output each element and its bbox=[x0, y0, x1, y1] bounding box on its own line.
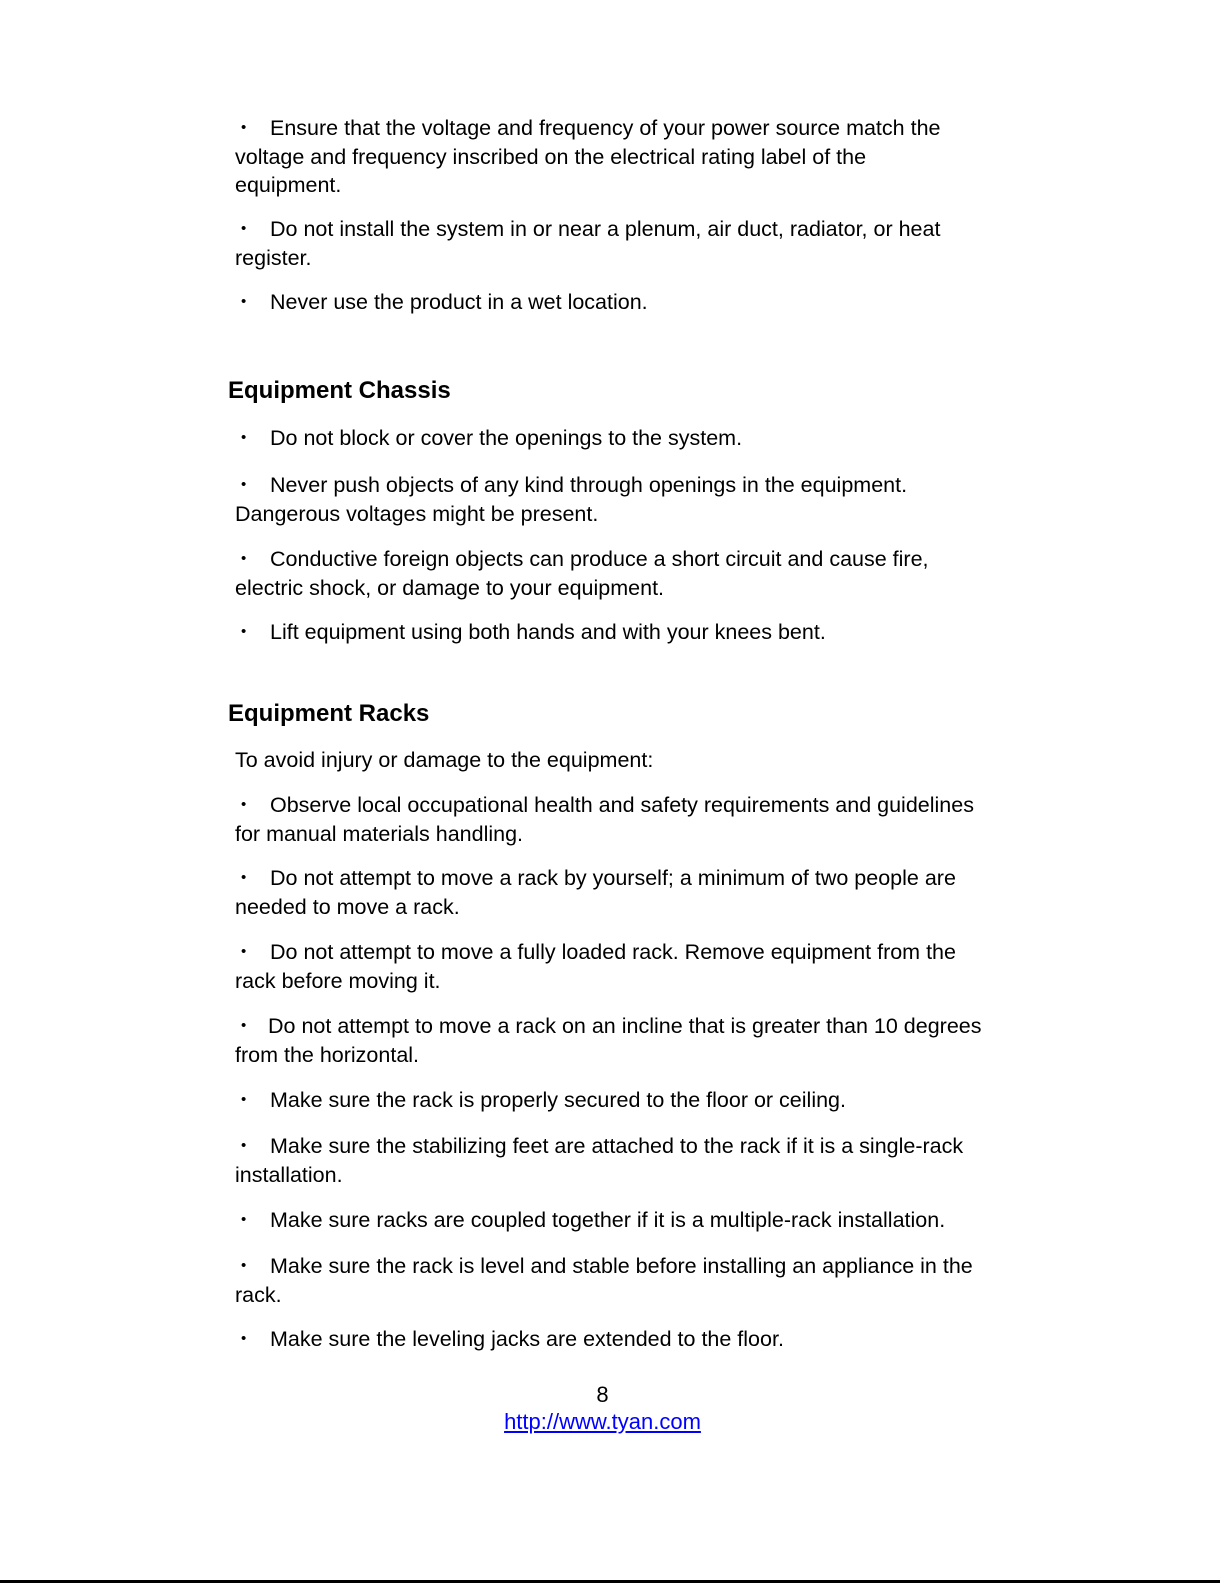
bullet-item bbox=[235, 215, 940, 272]
line-text: Do not attempt to move a rack on an incline that is greater than 10 degrees bbox=[268, 1014, 982, 1038]
footer-link-wrap bbox=[0, 1409, 1205, 1435]
bullet-icon: • bbox=[241, 1330, 247, 1347]
text-line: rack before moving it. bbox=[235, 968, 441, 993]
text-line: equipment. bbox=[235, 173, 342, 197]
text-line bbox=[235, 864, 956, 893]
line-text: Make sure racks are coupled together if it is a multiple-rack installation. bbox=[270, 1208, 946, 1232]
bullet-icon: • bbox=[241, 943, 247, 960]
text-line: installation. bbox=[235, 1162, 343, 1187]
text-line bbox=[235, 1325, 784, 1354]
text-line: rack. bbox=[235, 1282, 282, 1307]
bullet-icon: • bbox=[241, 550, 247, 567]
line-text: Make sure the rack is properly secured to the floor or ceiling. bbox=[270, 1088, 846, 1112]
bullet-icon: • bbox=[241, 429, 247, 446]
line-text: Never use the product in a wet location. bbox=[270, 290, 648, 314]
text-line bbox=[235, 791, 974, 820]
text-line bbox=[235, 1206, 945, 1235]
page-number: 8 bbox=[596, 1382, 609, 1407]
text-line bbox=[235, 938, 956, 967]
bullet-icon: • bbox=[241, 1211, 247, 1228]
bullet-item bbox=[235, 791, 974, 848]
line-text: Do not attempt to move a fully loaded rack. Remove equipment from the bbox=[270, 940, 956, 964]
text-line bbox=[235, 424, 742, 453]
text-line bbox=[235, 215, 940, 244]
bullet-item bbox=[235, 1132, 963, 1189]
line-text: Do not block or cover the openings to the system. bbox=[270, 426, 743, 450]
text-line bbox=[235, 545, 929, 574]
bullet-item bbox=[235, 471, 907, 528]
bullet-icon: • bbox=[241, 796, 247, 813]
text-line: for manual materials handling. bbox=[235, 821, 524, 846]
bullet-item bbox=[235, 288, 648, 317]
bullet-icon: • bbox=[241, 293, 247, 310]
text-line: Dangerous voltages might be present. bbox=[235, 501, 599, 526]
paragraph bbox=[235, 746, 653, 775]
bullet-item bbox=[235, 1012, 982, 1069]
bullet-item bbox=[235, 545, 929, 602]
bullet-item bbox=[235, 1252, 973, 1309]
bullet-icon: • bbox=[241, 119, 247, 136]
bullet-icon: • bbox=[241, 1137, 247, 1154]
bullet-icon: • bbox=[241, 220, 247, 237]
bullet-item bbox=[235, 938, 956, 995]
line-text: Make sure the rack is level and stable before installing an appliance in the bbox=[270, 1254, 973, 1278]
text-line bbox=[235, 1012, 982, 1041]
bullet-item bbox=[235, 1086, 846, 1115]
text-line: To avoid injury or damage to the equipment: bbox=[235, 748, 654, 772]
bullet-item bbox=[235, 114, 940, 200]
line-text: Ensure that the voltage and frequency of your power source match the bbox=[270, 116, 941, 140]
text-line: needed to move a rack. bbox=[235, 894, 460, 919]
text-line bbox=[235, 114, 940, 143]
bullet-icon: • bbox=[241, 1257, 247, 1274]
line-text: Make sure the leveling jacks are extended to the floor. bbox=[270, 1327, 784, 1351]
line-text: Lift equipment using both hands and with your knees bent. bbox=[270, 620, 826, 644]
section-heading: Equipment Chassis bbox=[228, 377, 451, 404]
text-line bbox=[235, 1086, 846, 1115]
line-text: Do not install the system in or near a plenum, air duct, radiator, or heat bbox=[270, 217, 941, 241]
text-line: voltage and frequency inscribed on the electrical rating label of the bbox=[235, 144, 867, 169]
line-text: Never push objects of any kind through openings in the equipment. bbox=[270, 473, 908, 497]
text-line bbox=[235, 1252, 973, 1281]
line-text: Conductive foreign objects can produce a short circuit and cause fire, bbox=[270, 547, 929, 571]
bullet-icon: • bbox=[241, 1017, 247, 1034]
text-line bbox=[235, 288, 648, 317]
text-line: register. bbox=[235, 245, 312, 270]
section-heading: Equipment Racks bbox=[228, 700, 430, 727]
bullet-item bbox=[235, 864, 956, 921]
line-text: Do not attempt to move a rack by yourself; a minimum of two people are bbox=[270, 866, 956, 890]
line-text: Make sure the stabilizing feet are attached to the rack if it is a single-rack bbox=[270, 1134, 964, 1158]
bullet-item bbox=[235, 1206, 945, 1235]
website-link[interactable]: http://www.tyan.com bbox=[504, 1409, 701, 1434]
bullet-item bbox=[235, 424, 742, 453]
bullet-item bbox=[235, 1325, 784, 1354]
bullet-item bbox=[235, 618, 826, 647]
bullet-icon: • bbox=[241, 869, 247, 886]
text-line bbox=[235, 618, 826, 647]
text-line: electric shock, or damage to your equipment. bbox=[235, 575, 665, 600]
bullet-icon: • bbox=[241, 1091, 247, 1108]
bullet-icon: • bbox=[241, 476, 247, 493]
bullet-icon: • bbox=[241, 623, 247, 640]
text-line bbox=[235, 1132, 963, 1161]
text-line: from the horizontal. bbox=[235, 1042, 420, 1067]
line-text: Observe local occupational health and safety requirements and guidelines bbox=[270, 793, 974, 817]
text-line bbox=[235, 471, 907, 500]
